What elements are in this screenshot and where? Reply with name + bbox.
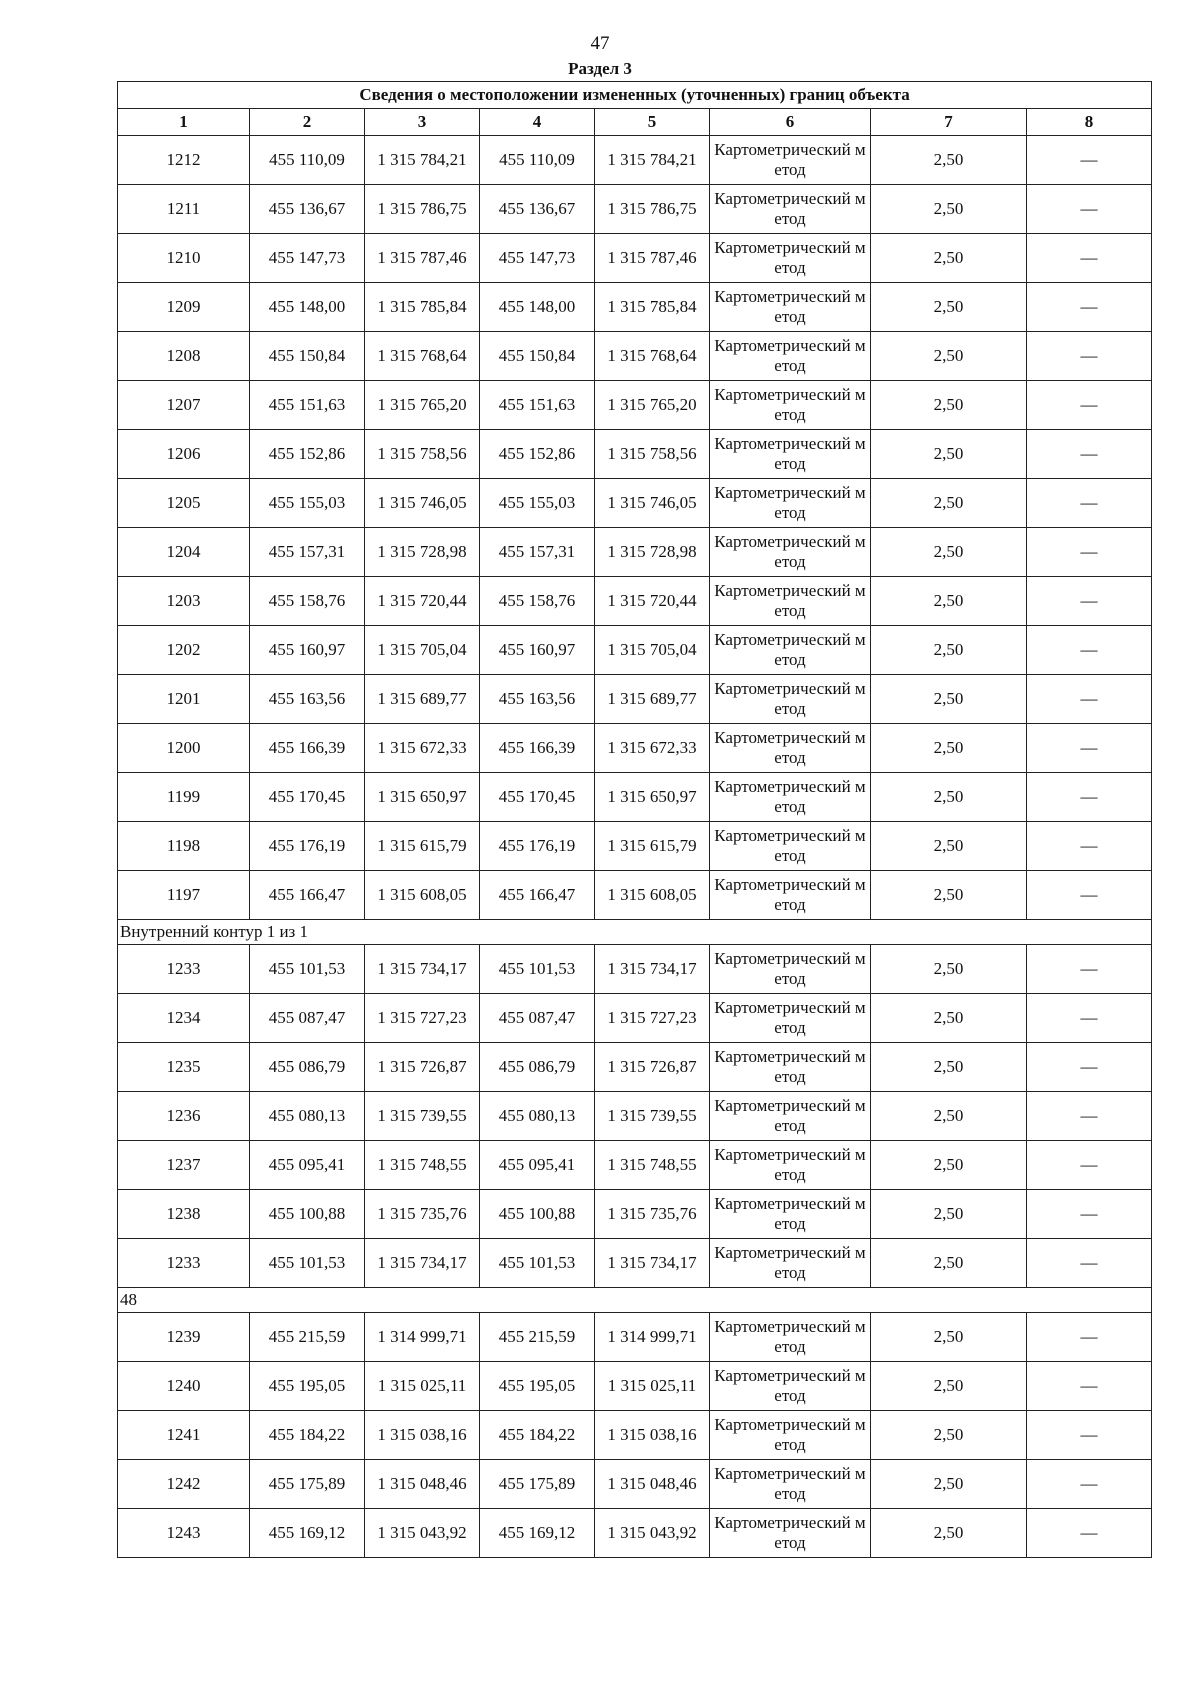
table-row <box>118 332 1152 381</box>
coordinate-cell: 1 315 748,55 <box>365 1141 480 1190</box>
coordinate-cell: 1 315 650,97 <box>365 773 480 822</box>
point-number-cell: 1206 <box>118 430 250 479</box>
dash-cell: — <box>1027 479 1152 528</box>
coordinate-cell: 1 315 689,77 <box>365 675 480 724</box>
method-cell: Картометрический метод <box>710 381 871 430</box>
point-number-cell: 1203 <box>118 577 250 626</box>
method-cell: Картометрический метод <box>710 332 871 381</box>
method-cell: Картометрический метод <box>710 1313 871 1362</box>
coordinate-cell: 1 315 739,55 <box>365 1092 480 1141</box>
dash-cell: — <box>1027 1460 1152 1509</box>
table-row <box>118 430 1152 479</box>
table-row <box>118 1092 1152 1141</box>
coordinate-cell: 1 315 025,11 <box>365 1362 480 1411</box>
coordinate-cell: 2,50 <box>871 1043 1027 1092</box>
method-cell: Картометрический метод <box>710 1239 871 1288</box>
group-label-row <box>118 920 1152 945</box>
dash-cell: — <box>1027 871 1152 920</box>
method-cell: Картометрический метод <box>710 1362 871 1411</box>
coordinate-cell: 1 315 727,23 <box>595 994 710 1043</box>
coordinate-cell: 2,50 <box>871 136 1027 185</box>
table-row <box>118 1239 1152 1288</box>
coordinate-cell: 1 315 734,17 <box>365 1239 480 1288</box>
point-number-cell: 1239 <box>118 1313 250 1362</box>
coordinate-cell: 1 315 734,17 <box>365 945 480 994</box>
point-number-cell: 1236 <box>118 1092 250 1141</box>
column-header: 4 <box>480 109 595 136</box>
coordinate-cell: 1 315 787,46 <box>365 234 480 283</box>
coordinate-cell: 1 315 043,92 <box>365 1509 480 1558</box>
coordinate-cell: 455 110,09 <box>480 136 595 185</box>
dash-cell: — <box>1027 675 1152 724</box>
dash-cell: — <box>1027 1190 1152 1239</box>
method-cell: Картометрический метод <box>710 945 871 994</box>
point-number-cell: 1233 <box>118 945 250 994</box>
coordinate-cell: 455 176,19 <box>250 822 365 871</box>
coordinate-cell: 455 101,53 <box>480 945 595 994</box>
table-row <box>118 577 1152 626</box>
method-cell: Картометрический метод <box>710 136 871 185</box>
coordinate-cell: 455 169,12 <box>250 1509 365 1558</box>
coordinate-cell: 455 150,84 <box>480 332 595 381</box>
coordinate-cell: 455 170,45 <box>480 773 595 822</box>
method-cell: Картометрический метод <box>710 430 871 479</box>
dash-cell: — <box>1027 626 1152 675</box>
coordinate-cell: 2,50 <box>871 185 1027 234</box>
point-number-cell: 1238 <box>118 1190 250 1239</box>
coordinate-cell: 455 136,67 <box>250 185 365 234</box>
table-row <box>118 675 1152 724</box>
coordinate-cell: 455 195,05 <box>250 1362 365 1411</box>
coordinate-cell: 455 101,53 <box>250 945 365 994</box>
coordinate-cell: 2,50 <box>871 283 1027 332</box>
coordinate-cell: 2,50 <box>871 479 1027 528</box>
coordinate-cell: 1 315 720,44 <box>595 577 710 626</box>
coordinate-cell: 2,50 <box>871 773 1027 822</box>
point-number-cell: 1204 <box>118 528 250 577</box>
coordinate-cell: 2,50 <box>871 1313 1027 1362</box>
point-number-cell: 1205 <box>118 479 250 528</box>
coordinate-cell: 1 315 786,75 <box>365 185 480 234</box>
table-row <box>118 479 1152 528</box>
coordinate-cell: 455 163,56 <box>480 675 595 724</box>
dash-cell: — <box>1027 283 1152 332</box>
dash-cell: — <box>1027 528 1152 577</box>
coordinate-cell: 1 315 746,05 <box>365 479 480 528</box>
coordinate-cell: 455 151,63 <box>480 381 595 430</box>
coordinate-cell: 455 095,41 <box>250 1141 365 1190</box>
dash-cell: — <box>1027 332 1152 381</box>
point-number-cell: 1197 <box>118 871 250 920</box>
coordinate-cell: 455 087,47 <box>250 994 365 1043</box>
coordinate-cell: 455 101,53 <box>480 1239 595 1288</box>
dash-cell: — <box>1027 994 1152 1043</box>
coordinate-cell: 455 136,67 <box>480 185 595 234</box>
column-header: 5 <box>595 109 710 136</box>
point-number-cell: 1211 <box>118 185 250 234</box>
coordinate-cell: 455 163,56 <box>250 675 365 724</box>
coordinate-cell: 1 315 765,20 <box>595 381 710 430</box>
coordinate-cell: 1 315 758,56 <box>365 430 480 479</box>
table-row <box>118 626 1152 675</box>
coordinate-cell: 455 170,45 <box>250 773 365 822</box>
method-cell: Картометрический метод <box>710 724 871 773</box>
boundary-coordinates-table <box>117 81 1152 1558</box>
point-number-cell: 1237 <box>118 1141 250 1190</box>
coordinate-cell: 455 166,39 <box>250 724 365 773</box>
coordinate-cell: 455 080,13 <box>480 1092 595 1141</box>
coordinate-cell: 2,50 <box>871 1509 1027 1558</box>
point-number-cell: 1234 <box>118 994 250 1043</box>
table-row <box>118 994 1152 1043</box>
coordinate-cell: 455 158,76 <box>250 577 365 626</box>
point-number-cell: 1208 <box>118 332 250 381</box>
point-number-cell: 1242 <box>118 1460 250 1509</box>
coordinate-cell: 1 315 758,56 <box>595 430 710 479</box>
coordinate-cell: 1 315 726,87 <box>365 1043 480 1092</box>
coordinate-cell: 1 315 615,79 <box>365 822 480 871</box>
coordinate-cell: 1 315 705,04 <box>365 626 480 675</box>
coordinate-cell: 455 160,97 <box>250 626 365 675</box>
coordinate-cell: 2,50 <box>871 528 1027 577</box>
coordinate-cell: 1 315 739,55 <box>595 1092 710 1141</box>
page-number: 47 <box>590 33 610 54</box>
coordinate-cell: 455 195,05 <box>480 1362 595 1411</box>
method-cell: Картометрический метод <box>710 1141 871 1190</box>
dash-cell: — <box>1027 1411 1152 1460</box>
point-number-cell: 1202 <box>118 626 250 675</box>
coordinate-cell: 455 157,31 <box>250 528 365 577</box>
coordinate-cell: 2,50 <box>871 234 1027 283</box>
point-number-cell: 1243 <box>118 1509 250 1558</box>
coordinate-cell: 1 315 735,76 <box>595 1190 710 1239</box>
column-header-row <box>118 109 1152 136</box>
table-row <box>118 381 1152 430</box>
dash-cell: — <box>1027 945 1152 994</box>
coordinate-cell: 1 315 048,46 <box>595 1460 710 1509</box>
table-row <box>118 724 1152 773</box>
group-label-row <box>118 1288 1152 1313</box>
coordinate-cell: 455 110,09 <box>250 136 365 185</box>
coordinate-cell: 455 148,00 <box>250 283 365 332</box>
coordinate-cell: 2,50 <box>871 1362 1027 1411</box>
table-row <box>118 1460 1152 1509</box>
table-row <box>118 1313 1152 1362</box>
table-row <box>118 136 1152 185</box>
coordinate-cell: 455 100,88 <box>480 1190 595 1239</box>
coordinate-cell: 455 157,31 <box>480 528 595 577</box>
coordinate-cell: 455 152,86 <box>250 430 365 479</box>
table-row <box>118 528 1152 577</box>
method-cell: Картометрический метод <box>710 626 871 675</box>
column-header: 1 <box>118 109 250 136</box>
dash-cell: — <box>1027 1043 1152 1092</box>
method-cell: Картометрический метод <box>710 822 871 871</box>
dash-cell: — <box>1027 430 1152 479</box>
coordinate-cell: 1 315 038,16 <box>365 1411 480 1460</box>
coordinate-cell: 2,50 <box>871 724 1027 773</box>
coordinate-cell: 1 315 720,44 <box>365 577 480 626</box>
table-row <box>118 773 1152 822</box>
coordinate-cell: 1 315 784,21 <box>365 136 480 185</box>
coordinate-cell: 2,50 <box>871 1460 1027 1509</box>
method-cell: Картометрический метод <box>710 1092 871 1141</box>
coordinate-cell: 455 155,03 <box>480 479 595 528</box>
coordinate-cell: 455 101,53 <box>250 1239 365 1288</box>
table-row <box>118 1411 1152 1460</box>
dash-cell: — <box>1027 234 1152 283</box>
coordinate-cell: 455 175,89 <box>480 1460 595 1509</box>
table-row <box>118 234 1152 283</box>
coordinate-cell: 455 155,03 <box>250 479 365 528</box>
dash-cell: — <box>1027 1141 1152 1190</box>
coordinate-cell: 1 315 650,97 <box>595 773 710 822</box>
coordinate-cell: 455 100,88 <box>250 1190 365 1239</box>
table-row <box>118 283 1152 332</box>
point-number-cell: 1240 <box>118 1362 250 1411</box>
coordinate-cell: 455 215,59 <box>480 1313 595 1362</box>
coordinate-cell: 2,50 <box>871 1141 1027 1190</box>
method-cell: Картометрический метод <box>710 773 871 822</box>
coordinate-cell: 1 315 784,21 <box>595 136 710 185</box>
coordinate-cell: 1 315 048,46 <box>365 1460 480 1509</box>
coordinate-cell: 1 315 043,92 <box>595 1509 710 1558</box>
coordinate-cell: 1 315 768,64 <box>595 332 710 381</box>
coordinate-cell: 1 314 999,71 <box>595 1313 710 1362</box>
coordinate-cell: 1 315 728,98 <box>595 528 710 577</box>
section-title: Раздел 3 <box>568 59 632 78</box>
point-number-cell: 1210 <box>118 234 250 283</box>
coordinate-cell: 455 147,73 <box>250 234 365 283</box>
coordinate-cell: 2,50 <box>871 577 1027 626</box>
point-number-cell: 1198 <box>118 822 250 871</box>
coordinate-cell: 1 315 734,17 <box>595 945 710 994</box>
column-header: 7 <box>871 109 1027 136</box>
coordinate-cell: 2,50 <box>871 994 1027 1043</box>
coordinate-cell: 1 315 746,05 <box>595 479 710 528</box>
group-label: 48 <box>118 1288 1152 1313</box>
table-caption-row <box>118 82 1152 109</box>
coordinate-cell: 455 160,97 <box>480 626 595 675</box>
coordinate-cell: 1 315 728,98 <box>365 528 480 577</box>
dash-cell: — <box>1027 381 1152 430</box>
dash-cell: — <box>1027 1509 1152 1558</box>
coordinate-cell: 1 315 615,79 <box>595 822 710 871</box>
coordinate-cell: 455 086,79 <box>480 1043 595 1092</box>
dash-cell: — <box>1027 577 1152 626</box>
point-number-cell: 1233 <box>118 1239 250 1288</box>
coordinate-cell: 455 169,12 <box>480 1509 595 1558</box>
coordinate-cell: 2,50 <box>871 1239 1027 1288</box>
coordinate-cell: 2,50 <box>871 871 1027 920</box>
method-cell: Картометрический метод <box>710 871 871 920</box>
coordinate-cell: 2,50 <box>871 381 1027 430</box>
column-header: 3 <box>365 109 480 136</box>
table-row <box>118 822 1152 871</box>
coordinate-cell: 1 315 787,46 <box>595 234 710 283</box>
point-number-cell: 1201 <box>118 675 250 724</box>
coordinate-cell: 2,50 <box>871 675 1027 724</box>
point-number-cell: 1207 <box>118 381 250 430</box>
coordinate-cell: 2,50 <box>871 626 1027 675</box>
coordinate-cell: 1 315 726,87 <box>595 1043 710 1092</box>
coordinate-cell: 455 184,22 <box>250 1411 365 1460</box>
coordinate-cell: 2,50 <box>871 945 1027 994</box>
coordinate-cell: 1 315 735,76 <box>365 1190 480 1239</box>
table-row <box>118 185 1152 234</box>
table-row <box>118 945 1152 994</box>
table-body <box>118 136 1152 1558</box>
method-cell: Картометрический метод <box>710 185 871 234</box>
method-cell: Картометрический метод <box>710 1411 871 1460</box>
coordinate-cell: 1 315 768,64 <box>365 332 480 381</box>
coordinate-cell: 1 315 786,75 <box>595 185 710 234</box>
coordinate-cell: 455 151,63 <box>250 381 365 430</box>
coordinate-cell: 455 152,86 <box>480 430 595 479</box>
coordinate-cell: 1 315 608,05 <box>365 871 480 920</box>
coordinate-cell: 2,50 <box>871 822 1027 871</box>
dash-cell: — <box>1027 185 1152 234</box>
method-cell: Картометрический метод <box>710 1190 871 1239</box>
coordinate-cell: 455 175,89 <box>250 1460 365 1509</box>
point-number-cell: 1200 <box>118 724 250 773</box>
method-cell: Картометрический метод <box>710 577 871 626</box>
method-cell: Картометрический метод <box>710 234 871 283</box>
coordinate-cell: 455 080,13 <box>250 1092 365 1141</box>
column-header: 2 <box>250 109 365 136</box>
table-caption: Сведения о местоположении измененных (уточненных) границ объекта <box>118 82 1152 109</box>
method-cell: Картометрический метод <box>710 994 871 1043</box>
dash-cell: — <box>1027 1092 1152 1141</box>
coordinate-cell: 455 184,22 <box>480 1411 595 1460</box>
coordinate-cell: 455 166,47 <box>250 871 365 920</box>
coordinate-cell: 2,50 <box>871 332 1027 381</box>
coordinate-cell: 455 176,19 <box>480 822 595 871</box>
coordinate-cell: 2,50 <box>871 1411 1027 1460</box>
coordinate-cell: 1 315 785,84 <box>365 283 480 332</box>
coordinate-cell: 455 148,00 <box>480 283 595 332</box>
coordinate-cell: 1 315 038,16 <box>595 1411 710 1460</box>
coordinate-cell: 1 315 672,33 <box>365 724 480 773</box>
coordinate-cell: 455 166,47 <box>480 871 595 920</box>
coordinate-cell: 1 315 785,84 <box>595 283 710 332</box>
table-row <box>118 1362 1152 1411</box>
coordinate-cell: 2,50 <box>871 430 1027 479</box>
coordinate-cell: 1 315 672,33 <box>595 724 710 773</box>
table-row <box>118 1141 1152 1190</box>
column-header: 6 <box>710 109 871 136</box>
method-cell: Картометрический метод <box>710 1509 871 1558</box>
column-header: 8 <box>1027 109 1152 136</box>
dash-cell: — <box>1027 1362 1152 1411</box>
coordinate-cell: 1 315 734,17 <box>595 1239 710 1288</box>
dash-cell: — <box>1027 1239 1152 1288</box>
dash-cell: — <box>1027 136 1152 185</box>
coordinate-cell: 1 315 748,55 <box>595 1141 710 1190</box>
coordinate-cell: 1 315 705,04 <box>595 626 710 675</box>
dash-cell: — <box>1027 724 1152 773</box>
coordinate-cell: 1 315 608,05 <box>595 871 710 920</box>
coordinate-cell: 455 086,79 <box>250 1043 365 1092</box>
point-number-cell: 1212 <box>118 136 250 185</box>
coordinate-cell: 1 314 999,71 <box>365 1313 480 1362</box>
method-cell: Картометрический метод <box>710 675 871 724</box>
method-cell: Картометрический метод <box>710 528 871 577</box>
coordinate-cell: 1 315 765,20 <box>365 381 480 430</box>
point-number-cell: 1199 <box>118 773 250 822</box>
dash-cell: — <box>1027 773 1152 822</box>
coordinate-cell: 2,50 <box>871 1092 1027 1141</box>
coordinate-cell: 2,50 <box>871 1190 1027 1239</box>
coordinate-cell: 455 158,76 <box>480 577 595 626</box>
point-number-cell: 1235 <box>118 1043 250 1092</box>
table-row <box>118 1509 1152 1558</box>
dash-cell: — <box>1027 822 1152 871</box>
point-number-cell: 1241 <box>118 1411 250 1460</box>
method-cell: Картометрический метод <box>710 283 871 332</box>
method-cell: Картометрический метод <box>710 479 871 528</box>
table-row <box>118 1043 1152 1092</box>
coordinate-cell: 455 087,47 <box>480 994 595 1043</box>
coordinate-cell: 455 215,59 <box>250 1313 365 1362</box>
coordinate-cell: 455 166,39 <box>480 724 595 773</box>
table-row <box>118 1190 1152 1239</box>
coordinate-cell: 455 150,84 <box>250 332 365 381</box>
coordinate-cell: 1 315 689,77 <box>595 675 710 724</box>
coordinate-cell: 1 315 025,11 <box>595 1362 710 1411</box>
group-label: Внутренний контур 1 из 1 <box>118 920 1152 945</box>
table-row <box>118 871 1152 920</box>
dash-cell: — <box>1027 1313 1152 1362</box>
coordinate-cell: 1 315 727,23 <box>365 994 480 1043</box>
method-cell: Картометрический метод <box>710 1043 871 1092</box>
point-number-cell: 1209 <box>118 283 250 332</box>
coordinate-cell: 455 095,41 <box>480 1141 595 1190</box>
coordinate-cell: 455 147,73 <box>480 234 595 283</box>
method-cell: Картометрический метод <box>710 1460 871 1509</box>
